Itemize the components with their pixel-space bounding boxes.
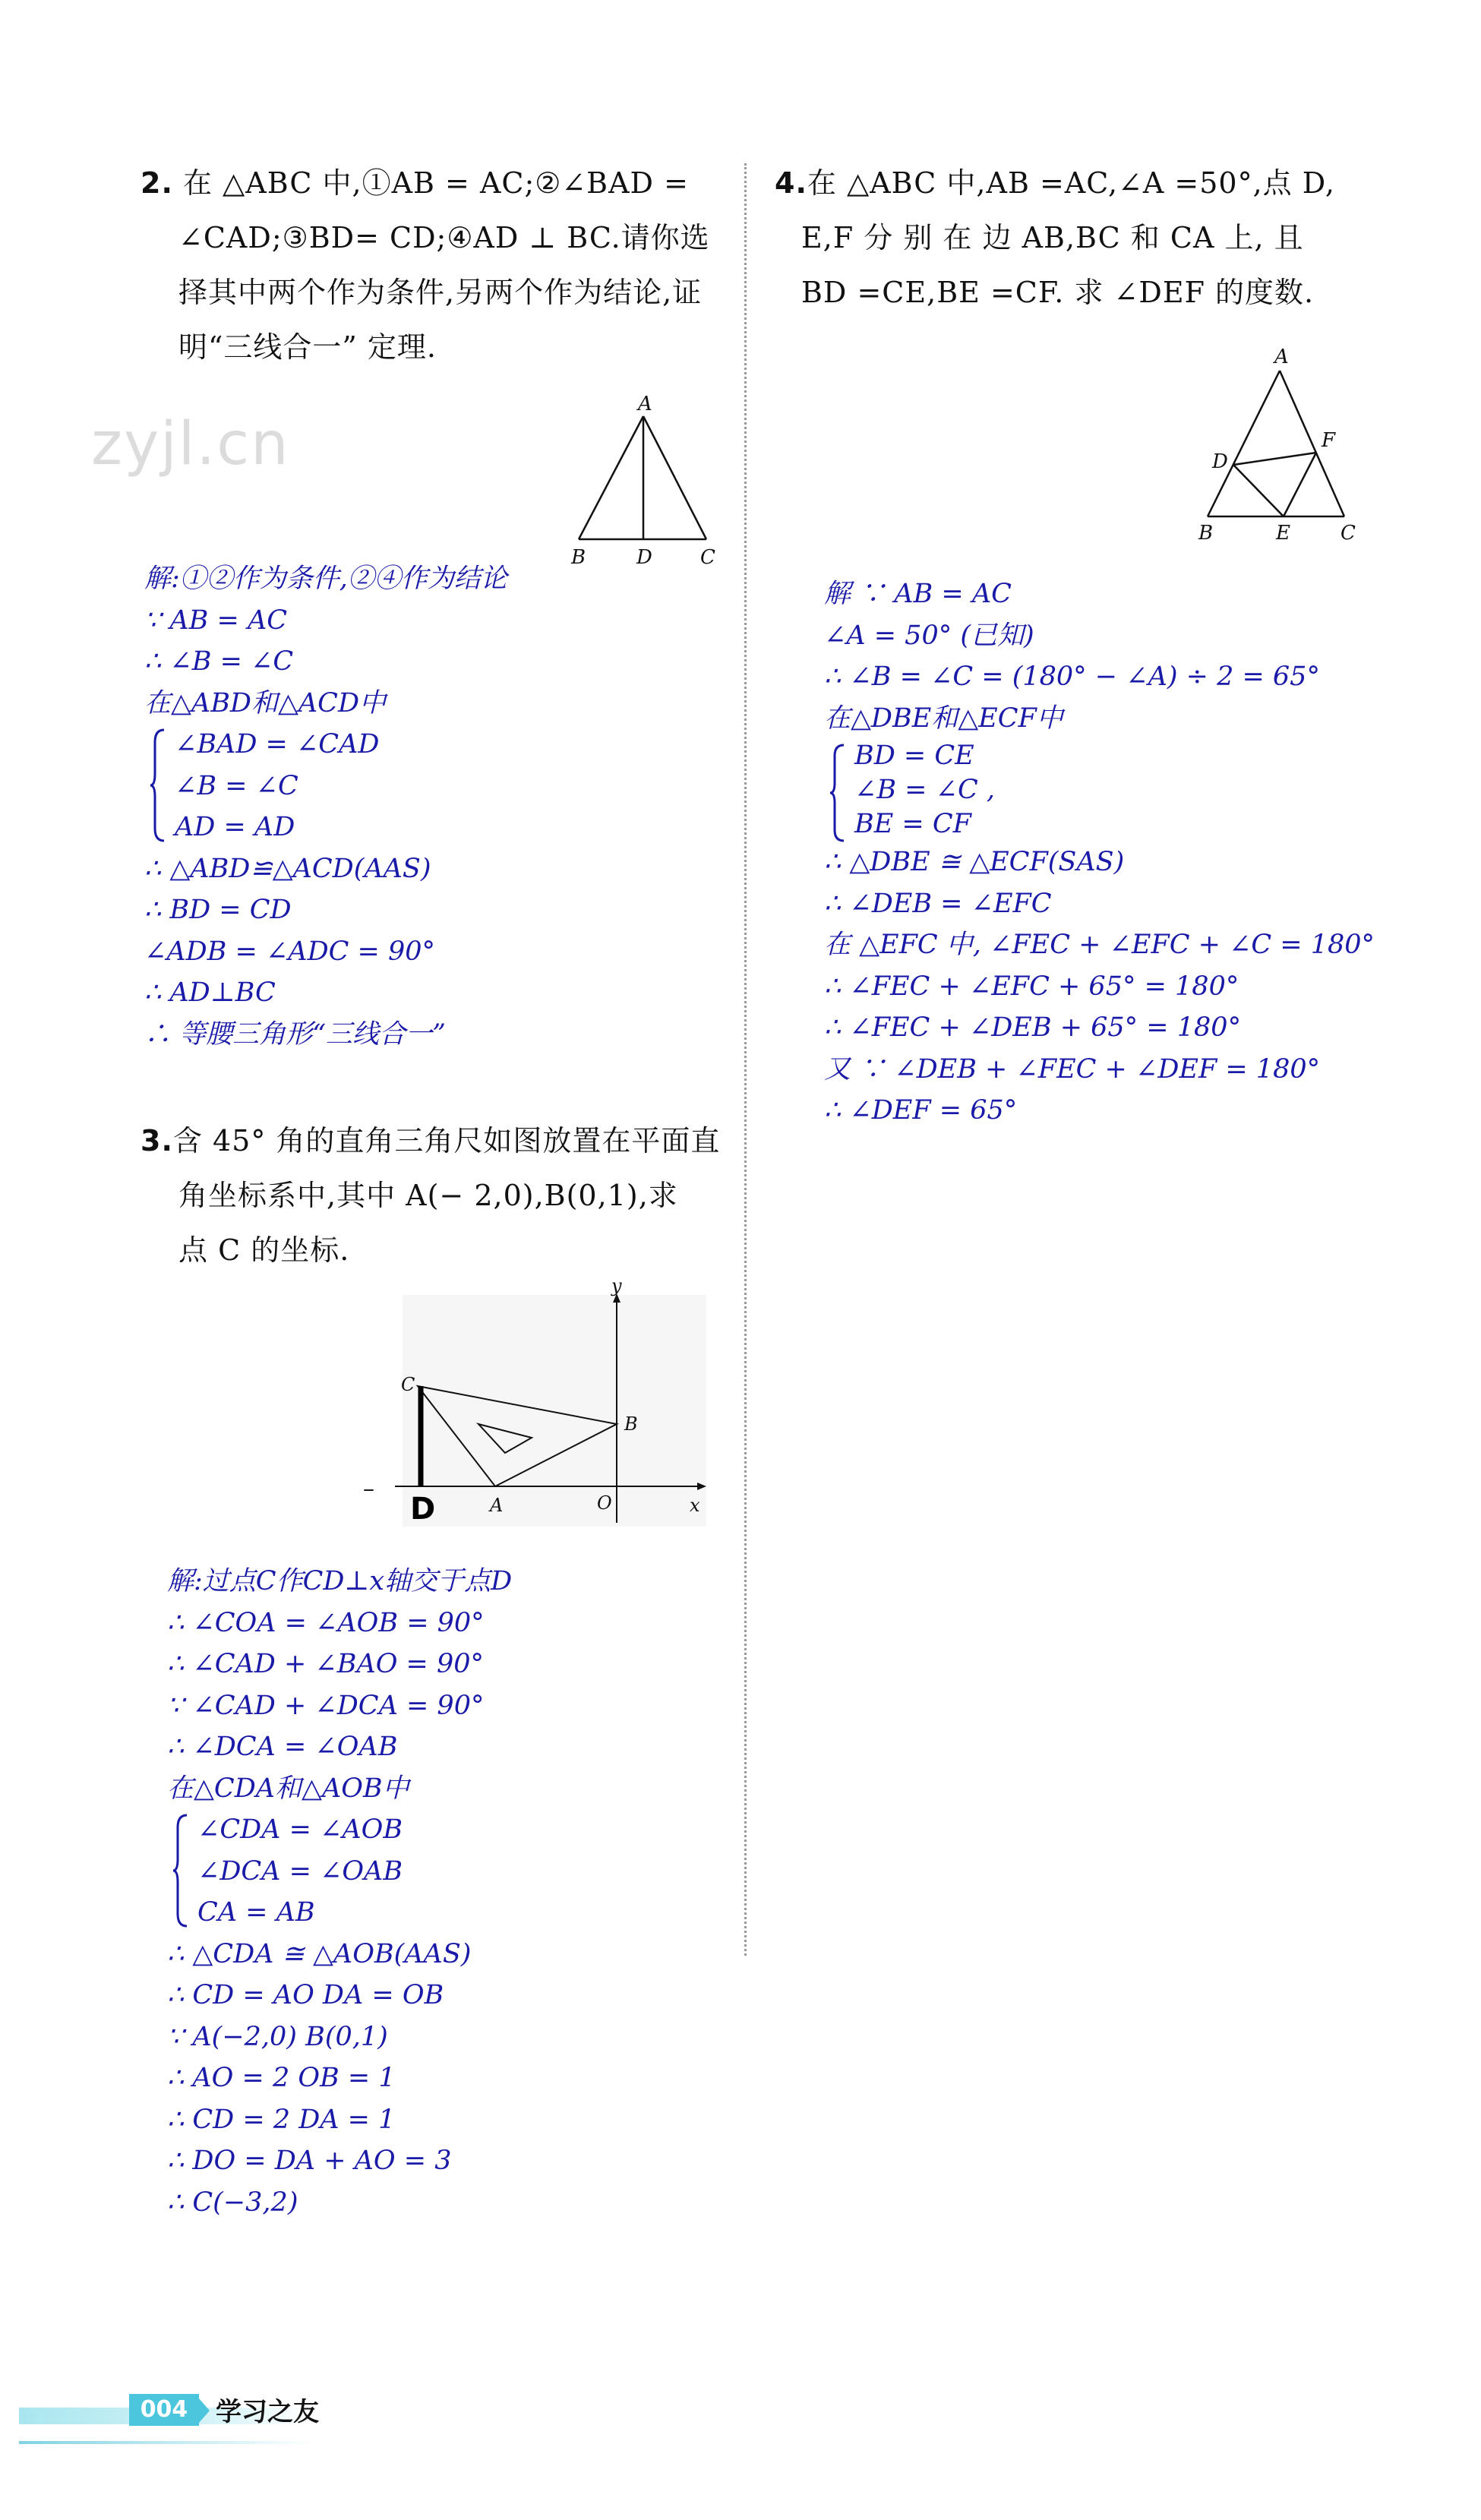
solution-line: ∴ CD = AO DA = OB (167, 1980, 444, 2010)
question-line: 点 C 的坐标. (178, 1233, 350, 1267)
solution-q4 (824, 573, 1375, 1132)
solution-line: ∴ ∠COA = ∠AOB = 90° (167, 1607, 485, 1638)
solution-q2 (144, 558, 507, 1055)
solution-line: ∴ BD = CD (144, 895, 292, 925)
brace-line: ∠B = ∠C (175, 770, 298, 801)
solution-line: ∵ AB = AC (144, 605, 288, 636)
vertex-label-c: C (700, 546, 715, 569)
brace-group (144, 724, 507, 848)
axis-dash: – (363, 1476, 374, 1502)
solution-line: ∴ ∠DEB = ∠EFC (824, 888, 1052, 919)
left-brace-icon (149, 728, 166, 842)
triangle-figure-q2 (562, 395, 729, 573)
solution-line: 解 ∵ AB = AC (824, 579, 1012, 609)
solution-line: 在△CDA和△AOB中 (167, 1773, 409, 1804)
solution-line: 在△ABD和△ACD中 (144, 687, 387, 718)
solution-line: ∠A = 50° (已知) (824, 620, 1034, 651)
brace-line: AD = AD (175, 812, 295, 842)
question-number: 4. (775, 166, 807, 200)
question-number: 2. (141, 166, 173, 200)
solution-line: ∴ △CDA ≅ △AOB(AAS) (167, 1938, 472, 1969)
solution-line: ∴ ∠FEC + ∠DEB + 65° = 180° (824, 1012, 1242, 1043)
page-arrow-icon (199, 2398, 210, 2423)
question-line: 角坐标系中,其中 A(− 2,0),B(0,1),求 (178, 1179, 678, 1212)
point-label-o: O (597, 1492, 612, 1514)
brace-group (167, 1809, 512, 1934)
vertex-label-c: C (1340, 522, 1356, 545)
solution-line: ∴ △ABD≌△ACD(AAS) (144, 853, 431, 884)
solution-line: ∴ 等腰三角形“三线合一” (144, 1018, 446, 1050)
coordinate-figure-q3 (357, 1275, 714, 1546)
question-line: 含 45° 角的直角三角尺如图放置在平面直 (172, 1124, 721, 1157)
vertex-label-d: D (1212, 450, 1228, 473)
solution-line: 又 ∵ ∠DEB + ∠FEC + ∠DEF = 180° (824, 1053, 1321, 1085)
axis-label-x: x (690, 1495, 700, 1516)
vertex-label-a: A (1274, 346, 1289, 368)
vertex-label-b: B (1198, 522, 1214, 545)
brace-line: ∠CDA = ∠AOB (197, 1814, 403, 1845)
solution-line: ∴ ∠CAD + ∠BAO = 90° (167, 1649, 485, 1679)
solution-line: ∴ AD⊥BC (144, 977, 276, 1008)
left-brace-icon (829, 744, 845, 842)
point-label-c: C (401, 1374, 415, 1395)
page-number: 004 (129, 2394, 199, 2426)
question-line: E,F 分 别 在 边 AB,BC 和 CA 上, 且 (801, 221, 1304, 254)
solution-line: 在△DBE和△ECF中 (824, 703, 1063, 734)
question-line: 在 △ABC 中,①AB = AC;②∠BAD = (172, 166, 689, 200)
vertex-label-a: A (638, 393, 652, 415)
solution-line: ∠ADB = ∠ADC = 90° (144, 936, 436, 967)
question-line: BD =CE,BE =CF. 求 ∠DEF 的度数. (801, 276, 1315, 309)
watermark: zyjl.cn (91, 410, 290, 478)
brace-group (824, 739, 1375, 842)
solution-line: ∴ CD = 2 DA = 1 (167, 2104, 396, 2135)
brace-line: CA = AB (197, 1897, 315, 1928)
point-label-a: A (490, 1495, 504, 1516)
solution-line: ∴ ∠DCA = ∠OAB (167, 1732, 398, 1762)
solution-q3 (167, 1561, 512, 2223)
solution-line: ∴ △DBE ≅ △ECF(SAS) (824, 847, 1125, 877)
point-label-b: B (624, 1413, 638, 1435)
axis-label-y: y (611, 1275, 622, 1296)
question-line: ∠CAD;③BD= CD;④AD ⊥ BC.请你选 (178, 221, 710, 254)
solution-line: ∴ ∠FEC + ∠EFC + 65° = 180° (824, 971, 1239, 1002)
solution-line: 解:过点C作CD⊥x轴交于点D (167, 1566, 513, 1596)
solution-line: ∴ ∠B = ∠C (144, 646, 294, 677)
question-number: 3. (141, 1124, 173, 1157)
solution-line: ∵ ∠CAD + ∠DCA = 90° (167, 1690, 485, 1721)
solution-line: 解:①②作为条件,②④作为结论 (144, 564, 507, 594)
solution-line: ∴ C(−3,2) (167, 2187, 298, 2218)
left-brace-icon (172, 1814, 188, 1928)
footer-line (19, 2441, 315, 2444)
column-divider (744, 163, 747, 1956)
vertex-label-d: D (636, 546, 652, 569)
solution-line: ∴ DO = DA + AO = 3 (167, 2146, 452, 2176)
solution-line: ∴ ∠B = ∠C = (180° − ∠A) ÷ 2 = 65° (824, 662, 1320, 692)
question-line: 择其中两个作为条件,另两个作为结论,证 (178, 276, 703, 309)
solution-line: ∴ ∠DEF = 65° (824, 1095, 1018, 1126)
point-label-d: D (410, 1492, 436, 1527)
brace-line: BE = CF (854, 809, 971, 839)
triangle-figure-q4 (1185, 342, 1367, 547)
question-line: 明“三线合一” 定理. (178, 330, 437, 364)
solution-line: ∴ AO = 2 OB = 1 (167, 2063, 396, 2093)
vertex-label-f: F (1322, 429, 1336, 452)
solution-line: ∵ A(−2,0) B(0,1) (167, 2021, 388, 2052)
question-4 (775, 156, 1335, 320)
brace-line: ∠B = ∠C , (854, 775, 995, 805)
solution-line: 在 △EFC 中, ∠FEC + ∠EFC + ∠C = 180° (824, 930, 1375, 960)
vertex-label-e: E (1276, 522, 1290, 545)
brace-line: BD = CE (854, 741, 974, 771)
question-3 (141, 1113, 720, 1277)
question-2 (141, 156, 710, 374)
brace-line: ∠BAD = ∠CAD (175, 729, 380, 759)
vertex-label-b: B (571, 546, 586, 569)
question-line: 在 △ABC 中,AB =AC,∠A =50°,点 D, (807, 166, 1335, 200)
brace-line: ∠DCA = ∠OAB (197, 1855, 403, 1887)
book-title: 学习之友 (216, 2397, 319, 2427)
